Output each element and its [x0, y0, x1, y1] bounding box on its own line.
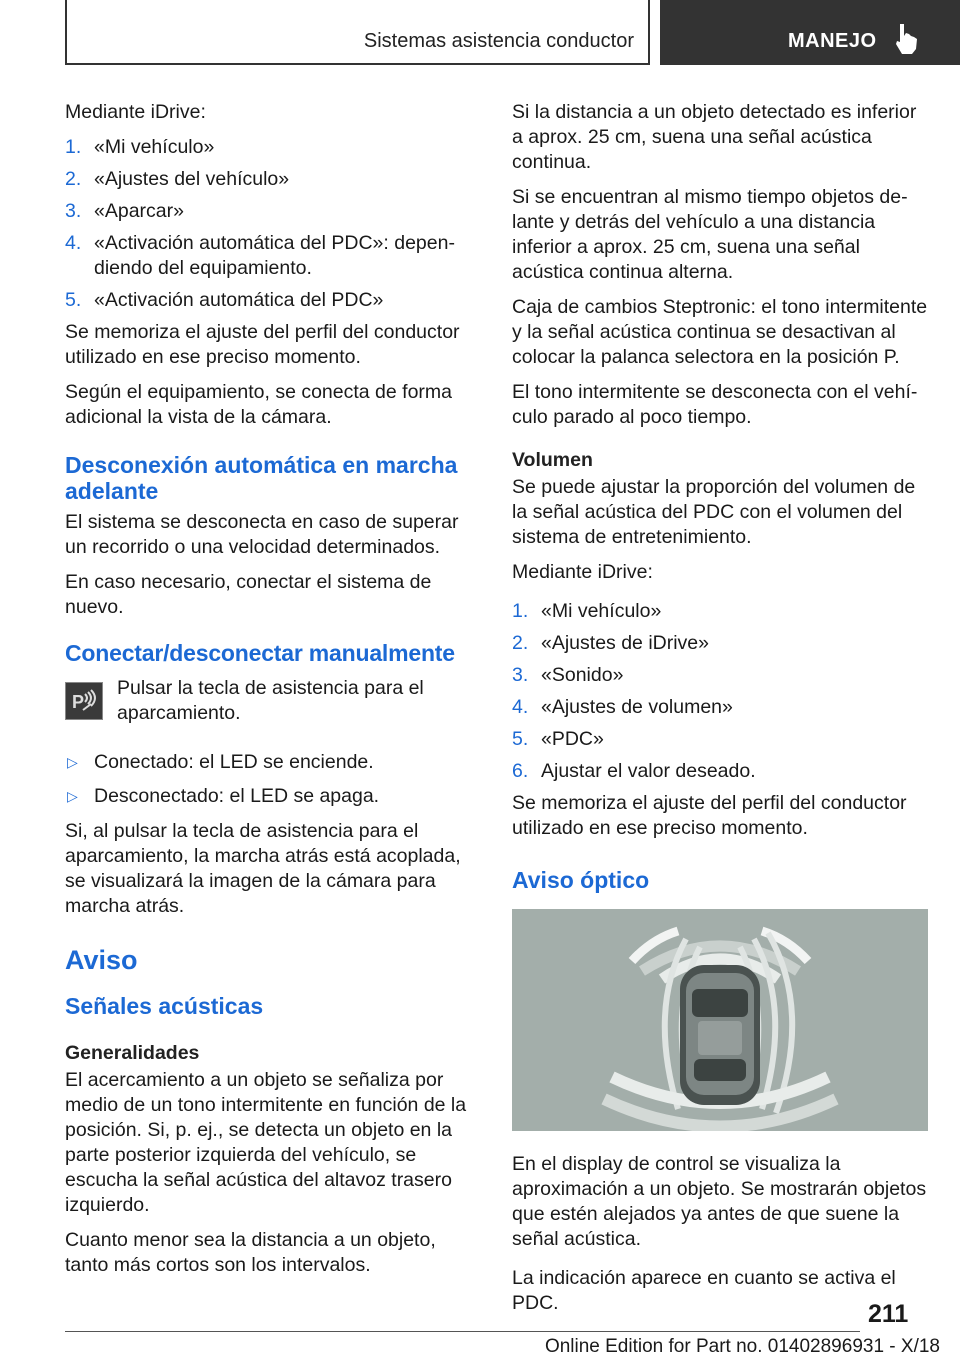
pdc-display-figure	[512, 909, 928, 1131]
step-text: «Mi vehículo»	[541, 600, 662, 622]
list-item	[512, 599, 928, 624]
paragraph: La indicación aparece en cuanto se activa el PDC.	[512, 1267, 896, 1314]
paragraph: Cuanto menor sea la distancia a un objeto, tanto más cortos son los intervalos.	[65, 1229, 436, 1276]
list-item	[65, 288, 479, 313]
heading-generalidades: Generalidades	[65, 1042, 200, 1064]
triangle-bullet-icon: ▷	[67, 754, 78, 770]
list-item	[512, 759, 928, 784]
paragraph: Si se encuentran al mismo tiempo objetos delante y detrás del vehículo a una distancia inferior a aprox. 25 cm, suena una señal acústica continua alterna.	[512, 186, 908, 283]
state-text: Conectado: el LED se enciende.	[94, 751, 374, 773]
list-item	[65, 167, 479, 192]
triangle-bullet-icon: ▷	[67, 788, 78, 804]
step-number: 6.	[512, 760, 529, 782]
paragraph: Caja de cambios Steptronic: el tono intermitente y la señal acústica continua se desactivan al colocar la palanca selectora en la posición P.	[512, 296, 928, 368]
paragraph: Si la distancia a un objeto detectado es inferior a aprox. 25 cm, suena una señal acústica continua.	[512, 101, 917, 173]
pdc-auto-steps	[65, 135, 479, 313]
step-number: 5.	[65, 289, 82, 311]
list-item	[512, 663, 928, 688]
button-instruction: Pulsar la tecla de asistencia para el aparcamiento.	[117, 677, 424, 724]
list-item	[65, 750, 479, 775]
step-text: «Ajustes de volumen»	[541, 696, 733, 718]
state-text: Desconectado: el LED se apaga.	[94, 785, 380, 807]
page-number: 211	[868, 1300, 909, 1328]
step-text: «Ajustes de iDrive»	[541, 632, 709, 654]
chapter-tab	[660, 0, 960, 65]
paragraph: El acercamiento a un objeto se señaliza por medio de un tono intermitente en función de la posición. Si, p. ej., se detecta un objeto en la parte posterior izquierda del vehículo, se escucha la señal acústica del altavoz trasero izquierdo.	[65, 1069, 467, 1216]
paragraph: Se puede ajustar la proporción del volumen de la señal acústica del PDC con el volumen del sistema de entretenimiento.	[512, 476, 916, 548]
step-text: «Activación automática del PDC»: dependiendo del equipamiento.	[94, 232, 455, 279]
paragraph: En el display de control se visualiza la aproximación a un objeto. Se mostrarán objetos que estén alejados ya antes de que suene la señal acústica.	[512, 1153, 927, 1250]
list-item	[65, 784, 479, 809]
list-item	[512, 727, 928, 752]
svg-text:P: P	[72, 692, 85, 712]
footer-rule	[65, 1331, 860, 1332]
parking-assist-button-icon	[65, 682, 103, 720]
idrive-intro: Mediante iDrive:	[65, 101, 206, 123]
paragraph: En caso necesario, conectar el sistema de nuevo.	[65, 571, 432, 618]
step-number: 3.	[512, 664, 529, 686]
idrive-intro: Mediante iDrive:	[512, 561, 653, 583]
paragraph: El sistema se desconecta en caso de superar un recorrido o una velocidad determinados.	[65, 511, 459, 558]
list-item	[65, 199, 479, 224]
paragraph: Se memoriza el ajuste del perfil del conductor utilizado en ese preciso momento.	[512, 792, 907, 839]
heading-volumen: Volumen	[512, 449, 593, 471]
step-text: «PDC»	[541, 728, 604, 750]
step-number: 1.	[512, 600, 529, 622]
paragraph: El tono intermitente se desconecta con el vehículo parado al poco tiempo.	[512, 381, 918, 428]
heading-auto-off: Desconexión automática en marcha adelante	[65, 452, 458, 504]
paragraph: Se memoriza el ajuste del perfil del conductor utilizado en ese preciso momento.	[65, 321, 460, 368]
step-number: 2.	[512, 632, 529, 654]
list-item	[65, 231, 479, 281]
step-number: 4.	[512, 696, 529, 718]
step-text: «Sonido»	[541, 664, 624, 686]
step-text: «Ajustes del vehículo»	[94, 168, 290, 190]
footer-edition: Online Edition for Part no. 01402896931 - X/18	[544, 1336, 940, 1357]
hand-pointer-icon	[892, 22, 922, 56]
step-text: «Activación automática del PDC»	[94, 289, 384, 311]
right-column	[512, 100, 928, 1326]
heading-optico: Aviso óptico	[512, 867, 650, 893]
heading-aviso: Aviso	[65, 945, 138, 975]
step-number: 1.	[65, 136, 82, 158]
led-states-list	[65, 750, 479, 809]
list-item	[65, 135, 479, 160]
step-number: 4.	[65, 232, 82, 254]
header-section-box	[65, 0, 650, 65]
step-text: «Mi vehículo»	[94, 136, 215, 158]
step-text: «Aparcar»	[94, 200, 184, 222]
step-number: 5.	[512, 728, 529, 750]
paragraph: Si, al pulsar la tecla de asistencia para el aparcamiento, la marcha atrás está acoplada, se visualizará la imagen de la cámara para marcha atrás.	[65, 820, 461, 917]
left-column	[65, 100, 479, 1288]
heading-senales: Señales acústicas	[65, 993, 264, 1019]
step-text: Ajustar el valor deseado.	[541, 760, 756, 782]
parking-assist-button-row	[65, 676, 479, 732]
list-item	[512, 631, 928, 656]
step-number: 3.	[65, 200, 82, 222]
paragraph: Según el equipamiento, se conecta de forma adicional la vista de la cámara.	[65, 381, 453, 428]
heading-manual: Conectar/desconectar manualmente	[65, 640, 455, 666]
step-number: 2.	[65, 168, 82, 190]
section-title: Sistemas asistencia conductor	[363, 30, 634, 52]
list-item	[512, 695, 928, 720]
volume-steps	[512, 599, 928, 784]
chapter-tab-label: MANEJO	[788, 30, 877, 52]
